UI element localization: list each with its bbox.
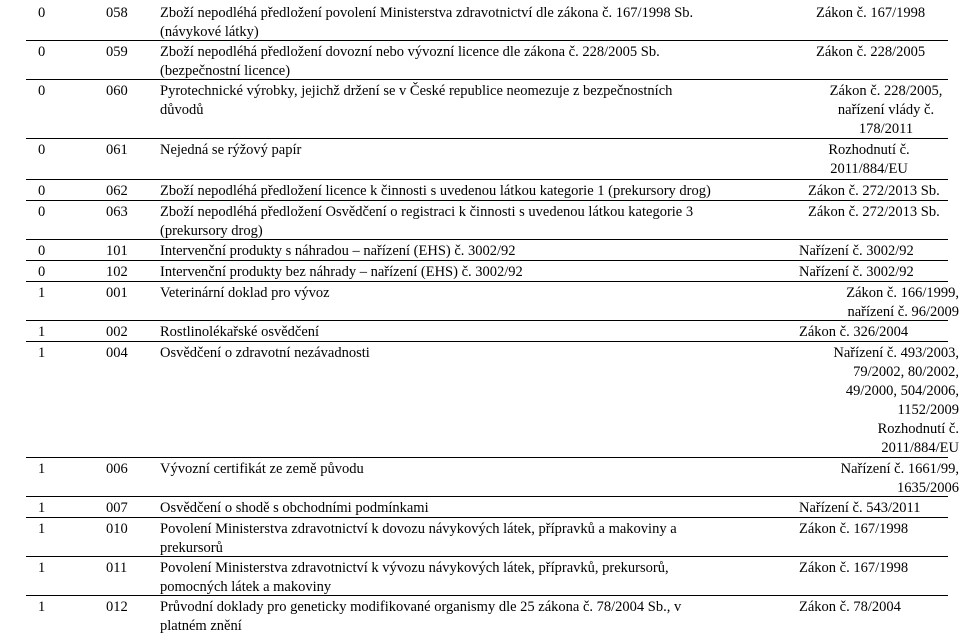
code-cell: 101 bbox=[106, 243, 128, 259]
table-row bbox=[26, 180, 948, 201]
description-cell: Povolení Ministerstva zdravotnictví k dovozu návykových látek, přípravků a makoviny a prekursorů bbox=[160, 521, 677, 556]
table-row bbox=[26, 596, 948, 634]
description-cell: Osvědčení o shodě s obchodními podmínkami bbox=[160, 500, 429, 516]
document-code-table bbox=[26, 2, 959, 634]
code-cell: 063 bbox=[106, 204, 128, 220]
code-cell: 004 bbox=[106, 345, 128, 361]
flag-cell: 0 bbox=[38, 204, 46, 220]
flag-cell: 0 bbox=[38, 264, 46, 280]
law-cell: Nařízení č. 493/2003, 79/2002, 80/2002, 49/2000, 504/2006, 1152/2009 Rozhodnutí č. 2011/884/EU bbox=[833, 345, 959, 456]
law-cell: Nařízení č. 3002/92 bbox=[799, 264, 914, 280]
law-cell: Zákon č. 78/2004 bbox=[799, 599, 901, 615]
table-row bbox=[26, 139, 948, 180]
law-cell: Rozhodnutí č. 2011/884/EU bbox=[828, 142, 910, 177]
description-cell: Zboží nepodléhá předložení Osvědčení o registraci k činnosti s uvedenou látkou kategorie 3 (prekursory drog) bbox=[160, 204, 694, 239]
table-row bbox=[26, 342, 959, 458]
code-cell: 060 bbox=[106, 83, 128, 99]
code-cell: 010 bbox=[106, 521, 128, 537]
description-cell: Zboží nepodléhá předložení licence k činnosti s uvedenou látkou kategorie 1 (prekursory drog) bbox=[160, 183, 711, 199]
description-cell: Rostlinolékařské osvědčení bbox=[160, 324, 320, 340]
code-cell: 007 bbox=[106, 500, 128, 516]
code-cell: 001 bbox=[106, 285, 128, 301]
code-cell: 006 bbox=[106, 461, 128, 477]
table-row bbox=[26, 458, 959, 497]
code-cell: 102 bbox=[106, 264, 128, 280]
description-cell: Pyrotechnické výrobky, jejichž držení se v České republice neomezuje z bezpečnostních důvodů bbox=[160, 83, 673, 118]
flag-cell: 0 bbox=[38, 243, 46, 259]
flag-cell: 1 bbox=[38, 521, 46, 537]
table-row bbox=[26, 41, 948, 80]
flag-cell: 1 bbox=[38, 324, 46, 340]
table-row bbox=[26, 2, 948, 41]
description-cell: Veterinární doklad pro vývoz bbox=[160, 285, 330, 301]
description-cell: Osvědčení o zdravotní nezávadnosti bbox=[160, 345, 370, 361]
code-cell: 059 bbox=[106, 44, 128, 60]
flag-cell: 1 bbox=[38, 560, 46, 576]
table-row bbox=[26, 261, 948, 282]
code-cell: 012 bbox=[106, 599, 128, 615]
table-row bbox=[26, 557, 948, 596]
description-cell: Zboží nepodléhá předložení povolení Ministerstva zdravotnictví dle zákona č. 167/1998 Sb. (návykové látky) bbox=[160, 5, 694, 40]
law-cell: Zákon č. 167/1998 bbox=[816, 5, 926, 21]
law-cell: Zákon č. 272/2013 Sb. bbox=[808, 183, 940, 199]
law-cell: Zákon č. 326/2004 bbox=[799, 324, 909, 340]
law-cell: Nařízení č. 1661/99, 1635/2006 bbox=[840, 461, 959, 496]
law-cell: Zákon č. 272/2013 Sb. bbox=[808, 204, 940, 220]
table-row bbox=[26, 497, 948, 518]
description-cell: Nejedná se rýžový papír bbox=[160, 142, 302, 158]
flag-cell: 1 bbox=[38, 500, 46, 516]
flag-cell: 0 bbox=[38, 142, 46, 158]
table-row bbox=[26, 321, 948, 342]
law-cell: Zákon č. 228/2005 bbox=[816, 44, 926, 60]
flag-cell: 0 bbox=[38, 183, 46, 199]
table-row bbox=[26, 80, 948, 139]
description-cell: Vývozní certifikát ze země původu bbox=[160, 461, 364, 477]
description-cell: Intervenční produkty s náhradou – nařízení (EHS) č. 3002/92 bbox=[160, 243, 516, 259]
code-cell: 062 bbox=[106, 183, 128, 199]
code-cell: 061 bbox=[106, 142, 128, 158]
flag-cell: 1 bbox=[38, 345, 46, 361]
law-cell: Zákon č. 166/1999, nařízení č. 96/2009 bbox=[846, 285, 959, 320]
law-cell: Zákon č. 167/1998 bbox=[799, 560, 909, 576]
table-row bbox=[26, 518, 948, 557]
code-cell: 011 bbox=[106, 560, 128, 576]
flag-cell: 0 bbox=[38, 44, 46, 60]
law-cell: Zákon č. 167/1998 bbox=[799, 521, 909, 537]
code-cell: 002 bbox=[106, 324, 128, 340]
law-cell: Zákon č. 228/2005, nařízení vlády č. 178/2011 bbox=[829, 83, 943, 137]
table-row bbox=[26, 201, 948, 240]
description-cell: Průvodní doklady pro geneticky modifikované organismy dle 25 zákona č. 78/2004 Sb., v platném znění bbox=[160, 599, 682, 634]
flag-cell: 1 bbox=[38, 461, 46, 477]
law-cell: Nařízení č. 543/2011 bbox=[799, 500, 921, 516]
table-row bbox=[26, 282, 959, 321]
description-cell: Povolení Ministerstva zdravotnictví k vývozu návykových látek, přípravků, prekursorů, pomocných látek a makoviny bbox=[160, 560, 669, 595]
law-cell: Nařízení č. 3002/92 bbox=[799, 243, 914, 259]
code-cell: 058 bbox=[106, 5, 128, 21]
description-cell: Zboží nepodléhá předložení dovozní nebo vývozní licence dle zákona č. 228/2005 Sb. (bezpečnostní licence) bbox=[160, 44, 660, 79]
flag-cell: 1 bbox=[38, 285, 46, 301]
flag-cell: 1 bbox=[38, 599, 46, 615]
flag-cell: 0 bbox=[38, 83, 46, 99]
table-row bbox=[26, 240, 948, 261]
description-cell: Intervenční produkty bez náhrady – nařízení (EHS) č. 3002/92 bbox=[160, 264, 523, 280]
flag-cell: 0 bbox=[38, 5, 46, 21]
